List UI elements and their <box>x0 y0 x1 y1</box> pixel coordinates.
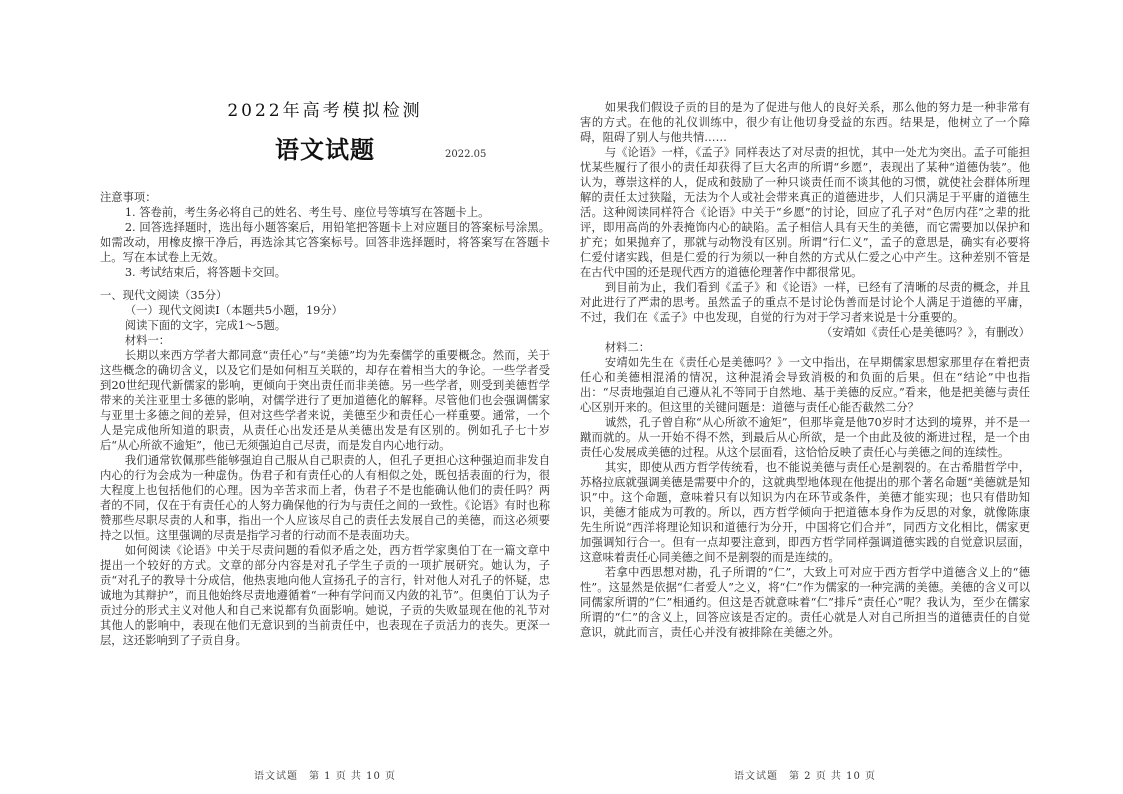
notice-item: 2. 回答选择题时，选出每小题答案后，用铅笔把答题卡上对应题目的答案标号涂黑。如需改动，用橡皮擦干净后，再选涂其它答案标号。回答非选择题时，将答案写在答题卡上。写在本试卷上无效。 <box>100 221 550 264</box>
notice-item: 3. 考试结束后，将答题卡交回。 <box>124 266 287 279</box>
paragraph: 长期以来西方学者大都同意“责任心”与“美德”均为先秦儒学的重要概念。然而，关于这些概念的确切含义，以及它们是如何相互关联的，却存在着相当大的争论。一些学者受到20世纪现代新儒家的影响，更倾向于突出责任而非美德。另一些学者，则受到美德哲学带来的关注亚里士多德的影响，对儒学进行了更加道德化的解释。尽管他们也会强调儒家与亚里士多德之间的差异，但对这些学者来说，美德至少和责任心一样重要。通常，一个人是完成他所知道的职责，从责任心出发还是从美德出发是有区别的。例如孔子七十岁后“从心所欲不逾矩”，他已无须强迫自己尽责，而是发自内心地行动。 <box>100 349 550 452</box>
paragraph: 若拿中西思想对勘，孔子所谓的“仁”，大致上可对应于西方哲学中道德含义上的“德性”。这显然是依据“仁者爱人”之义，将“仁”作为儒家的一种完满的美德。美德的含义可以同儒家所谓的“仁”相通约。但这是否就意味着“仁”排斥“责任心”呢？我认为，至少在儒家所谓的“仁”的含义上，回答应该是否定的。责任心就是人对自己所担当的道德责任的自觉意识，就此而言，责任心并没有被排除在美德之外。 <box>580 566 1030 639</box>
paragraph: 如何阅读《论语》中关于尽责问题的看似矛盾之处，西方哲学家奥伯丁在一篇文章中提出一个较好的方式。文章的部分内容是对孔子学生子贡的一项扩展研究。她认为，子贡“对孔子的教导十分成信，他热衷地向他人宣扬孔子的言行，针对他人对孔子的怀疑，忠诚地为其辩护”，而且他始终尽责地遵循着“一种有学问而又内敛的礼节”。但奥伯丁认为子贡过分的形式主义对他人和自己来说都有负面影响。她说，子贡的失败显现在他的礼节对其他人的影响中，表现在他们无意识到的当前责任中，也表现在子贡活力的丧失。更深一层，这还影响到了子贡自身。 <box>100 544 550 647</box>
material-text <box>580 100 1030 640</box>
paragraph: 到目前为止，我们看到《孟子》和《论语》一样，已经有了清晰的尽责的概念，并且对此进行了严肃的思考。虽然孟子的重点不是讨论伪善而是讨论个人满足于道德的平庸，不过，我们在《孟子》中也发现，自觉的行为对于学习者来说是十分重要的。 <box>580 281 1030 324</box>
paragraph: 与《论语》一样，《孟子》同样表达了对尽责的担忧，其中一处尤为突出。孟子可能担忧某些履行了很小的责任却获得了巨大名声的所谓“乡愿”，表现出了某种“道德伪装”。他认为，尊崇这样的人，促成和鼓励了一种只谈责任而不谈其他的习惯，就使社会群体所理解的责任太过狭隘，无法为个人或社会带来真正的道德进步，人们只满足于平庸的道德生活。这种阅读同样符合《论语》中关于“乡愿”的讨论，回应了孔子对“色厉内荏”之辈的批评，即用高尚的外表掩饰内心的缺陷。孟子相信人具有天生的美德，而它需要加以保护和扩充；如果抛弃了，那就与动物没有区别。所谓“行仁义”，孟子的意思是，确实有必要将仁爱付诸实践，但是仁爱的行为须以一种自然的方式从仁爱之心中产生。这种差别不管是在古代中国的还是现代西方的道德伦理著作中都很常见。 <box>580 146 1030 279</box>
subsection-heading: （一）现代文阅读Ⅰ（本题共5小题，19分） <box>124 304 343 317</box>
paragraph: 安靖如先生在《责任心是美德吗？》一文中指出，在早期儒家思想家那里存在着把责任心和美德相混淆的情况，这种混淆会导致消极的和负面的后果。但在“结论”中也指出：“尽责地强迫自己遵从礼不等同于自然地、基于美德的反应。”看来，他是把美德与责任心区别开来的。但这里的关键问题是：道德与责任心能否截然二分？ <box>580 356 1030 414</box>
material-label: 材料二： <box>604 341 651 354</box>
source-citation: （安靖如《责任心是美德吗？》，有删改） <box>821 326 1030 339</box>
paragraph: 诚然，孔子曾自称“从心所欲不逾矩”，但那毕竟是他70岁时才达到的境界，并不是一蹴而就的。从一开始不得不然，到最后从心所欲，是一个由此及彼的渐进过程，是一个由责任心发展成美德的过程。从这个层面看，这恰恰反映了责任心与美德之间的连续性。 <box>580 416 1030 459</box>
page-1-body <box>100 190 550 648</box>
page-1 <box>100 0 550 794</box>
paragraph: 如果我们假设子贡的目的是为了促进与他人的良好关系，那么他的努力是一种非常有害的方式。在他的礼仪训练中，很少有让他切身受益的东西。结果是，他树立了一个障碍，阻碍了别人与他共情…… <box>580 101 1030 144</box>
page-2 <box>580 0 1030 794</box>
exam-date: 2022.05 <box>445 149 487 160</box>
page-footer: 语文试题 第 2 页 共 10 页 <box>734 771 876 782</box>
reading-section <box>100 288 550 648</box>
section-heading: 一、现代文阅读（35分） <box>100 289 228 302</box>
instruction: 阅读下面的文字，完成1～5题。 <box>124 319 287 332</box>
notice-heading: 注意事项： <box>100 191 157 204</box>
paragraph: 其实，即使从西方哲学传统看，也不能说美德与责任心是割裂的。在古希腊哲学中，苏格拉底就强调美德是需要中介的，这就典型地体现在他提出的那个著名命题“美德就是知识”中。这个命题，意味着只有以知识为内在环节或条件，美德才能实现；也只有借助知识，美德才能成为可教的。所以，西方哲学倾向于把道德本身作为反思的对象，就像陈康先生所说“西洋将理论知识和道德行为分开，中国将它们合并”，同西方文化相比，儒家更加强调知行合一。但有一点却要注意到，即西方哲学同样强调道德实践的自觉意识层面，这意味着责任心同美德之间不是割裂的而是连续的。 <box>580 461 1030 564</box>
notice-item: 1. 答卷前，考生务必将自己的姓名、考生号、座位号等填写在答题卡上。 <box>124 206 490 219</box>
page-footer: 语文试题 第 1 页 共 10 页 <box>254 771 396 782</box>
exam-subject-title: 语文试题 <box>275 135 375 164</box>
notice-section <box>100 190 550 280</box>
exam-title: 2022年高考模拟检测 <box>227 101 423 121</box>
spacer <box>100 280 550 288</box>
paragraph: 我们通常钦佩那些能够强迫自己服从自己职责的人，但孔子更担心这种强迫而非发自内心的行为会成为一种虚伪。伪君子和有责任心的人有相似之处，既包括表面的行为，很大程度上也包括他们的心理。因为辛苦求而上者，伪君子不是也能确认他们的责任吗？两者的不同，仅在于有责任心的人努力确保他的行为与责任之间的一致性。《论语》有时也称赞那些尽职尽责的人和事，指出一个人应该尽自己的责任去发展自己的美德，而这必须要持之以恒。这里强调的尽责是指学习者的行动而不是表面功夫。 <box>100 454 550 542</box>
material-label: 材料一： <box>124 334 171 347</box>
